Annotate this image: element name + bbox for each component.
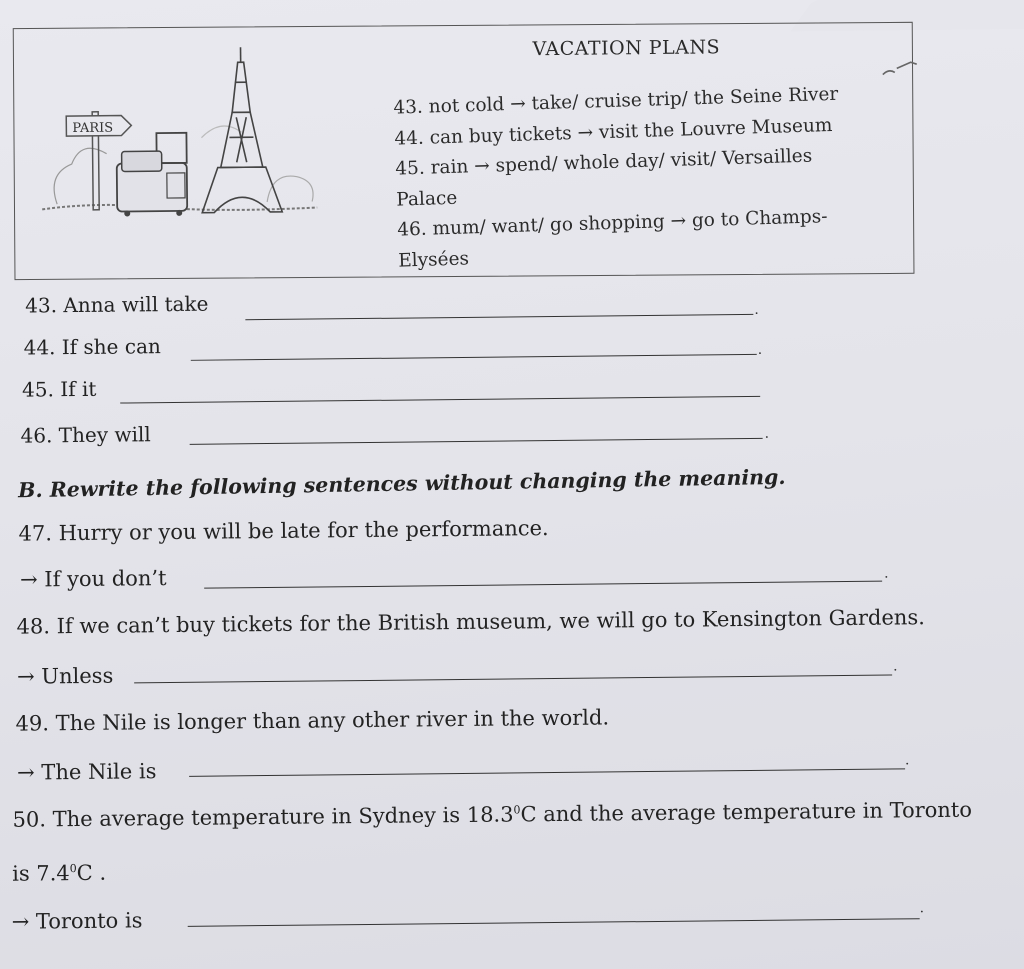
q48-rewrite-start: → Unless (16, 663, 114, 689)
item-46-prompt: 46. They will (20, 422, 151, 448)
cloud (201, 126, 241, 138)
paris-illustration (35, 41, 327, 229)
q49-rewrite-start: → The Nile is (16, 759, 157, 785)
plan-45: 45. rain → spend/ whole day/ visit/ Versailles (395, 145, 813, 180)
q49-answer-line[interactable] (189, 768, 905, 776)
eiffel-tower (201, 47, 283, 213)
q50-rewrite-start: → Toronto is (11, 908, 143, 934)
item-44-prompt: 44. If she can (23, 334, 161, 360)
item-43-answer-line[interactable] (245, 314, 753, 320)
vacation-plans-title: VACATION PLANS (532, 36, 721, 61)
plan-46: 46. mum/ want/ go shopping → go to Champs- (396, 206, 828, 241)
plan-45-cont: Palace (396, 187, 458, 211)
sign-text: PARIS (72, 120, 114, 137)
q50-sentence-cont: is $7.4^0C$ . (12, 860, 107, 886)
worksheet-paper: PARIS VACATION PLANS 43. not cold → take/ cruise trip/ the Seine River 44. can buy tickets → visit the Louvre Museum 45. rain → spend/ whole day/ visit/ Versailles Palace 46. mum/ want/ go shopping → go to Champs- Elysées 43. Anna will take . 44. If she can . 45. If it 46. They will . B. Rewrite the following sentences without changing the meaning. 47. Hurry or you will be late for the performance. → If you don’t . 48. If we can’t buy tickets for the British museum, we will go to Kensington Gardens. → Unless . 49. The Nile is longer than any other river in the world. → The Nile is . 50. The average temperature in Sydney is 18.3$^0$C and the average temperature in Toronto is $7.4^0C$ . → Toronto is . (0, 0, 1024, 969)
item-44-answer-line[interactable] (191, 354, 757, 361)
item-45-answer-line[interactable] (120, 396, 760, 404)
q47-sentence: 47. Hurry or you will be late for the performance. (18, 516, 549, 546)
plan-46-cont: Elysées (397, 247, 470, 272)
vacation-plans-list (393, 78, 889, 276)
item-43-prompt: 43. Anna will take (25, 291, 209, 318)
q47-answer-line[interactable] (204, 581, 882, 589)
q48-sentence: 48. If we can’t buy tickets for the British museum, we will go to Kensington Gardens. (16, 605, 925, 639)
q49-sentence: 49. The Nile is longer than any other river in the world. (15, 705, 610, 736)
bag (122, 151, 162, 171)
part-b-heading: B. Rewrite the following sentences without changing the meaning. (17, 464, 786, 503)
q48-answer-line[interactable] (134, 674, 892, 683)
q50-sentence: 50. The average temperature in Sydney is 18.3$^0$C and the average temperature in Toronto (12, 797, 973, 832)
q50-answer-line[interactable] (188, 918, 920, 927)
plan-44: 44. can buy tickets → visit the Louvre Museum (394, 114, 833, 150)
item-46-answer-line[interactable] (190, 438, 763, 445)
plan-43: 43. not cold → take/ cruise trip/ the Seine River (393, 83, 839, 119)
pen-mark-icon (879, 56, 923, 80)
item-45-prompt: 45. If it (21, 376, 97, 402)
q47-rewrite-start: → If you don’t (19, 566, 167, 592)
